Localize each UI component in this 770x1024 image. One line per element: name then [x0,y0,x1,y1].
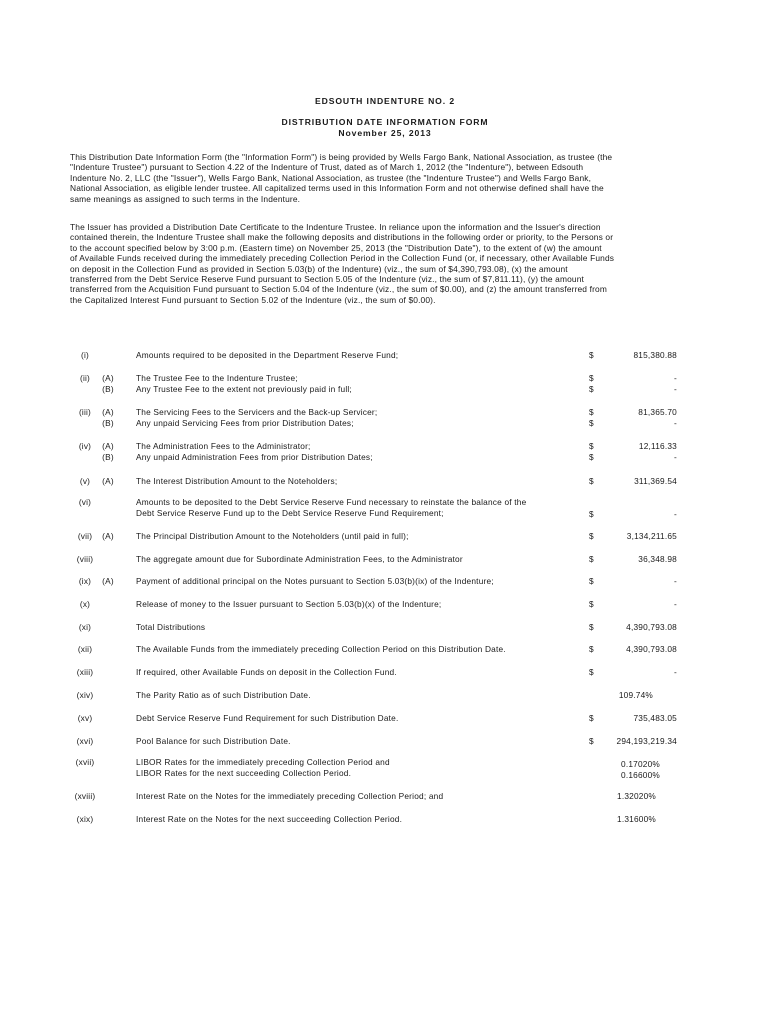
dollar-sign: $ [589,373,594,383]
row-amounts [600,407,677,430]
intro-line: Indenture No. 2, LLC (the "Issuer"), Wells Fargo Bank, National Association, as trustee (the "Indenture Trustee") and Wells Fargo Bank, [70,172,592,183]
row-number: (ii) [79,373,90,383]
description-line: LIBOR Rates for the next succeeding Collection Period. [136,768,352,779]
dollar-sign: $ [589,350,594,360]
row-amount: 815,380.88 [633,350,677,360]
form-date: November 25, 2013 [338,128,432,138]
row-description: The Interest Distribution Amount to the Noteholders; [136,476,338,486]
row-number: (viii) [76,554,94,564]
row-amounts [600,373,677,396]
dollar-sign: $ [589,622,594,632]
row-amount: 4,390,793.08 [626,622,677,632]
form-title: DISTRIBUTION DATE INFORMATION FORM [281,117,489,127]
row-description [136,441,373,464]
row-amount: - [674,384,677,395]
dollar-sign: $ [589,576,594,586]
row-description: Interest Rate on the Notes for the immediately preceding Collection Period; and [136,791,444,801]
row-subitems [98,373,118,396]
dollar-sign: $ [589,418,594,429]
direction-paragraph [70,222,686,305]
row-description: Payment of additional principal on the Notes pursuant to Section 5.03(b)(ix) of the Indenture; [136,576,494,586]
direction-line: on deposit in the Collection Fund as provided in Section 5.03(b) of the Indenture) (viz., the sum of $4,390,793.08), (x) the amount [70,263,568,274]
row-number: (xviii) [74,791,96,801]
row-number: (xi) [78,622,92,632]
dollar-sign: $ [589,384,594,395]
intro-line: National Association, as eligible lender trustee. All capitalized terms used in this Information Form and not otherwise defined shall have the [70,183,604,194]
description-line: LIBOR Rates for the immediately preceding Collection Period and [136,757,390,767]
row-number: (xvi) [76,736,94,746]
direction-line: transferred from the Debt Service Reserve Fund pursuant to Section 5.05 of the Indenture (viz., the sum of $7,811.11), (y) the amount [70,274,585,285]
description-line: Any unpaid Administration Fees from prior Distribution Dates; [136,452,373,463]
description-line: The Servicing Fees to the Servicers and the Back-up Servicer; [136,407,378,417]
row-subitem: (B) [102,418,114,429]
dollar-sign: $ [589,476,594,486]
intro-line: same meanings as assigned to such terms in the Indenture. [70,193,301,204]
row-number: (xv) [77,713,93,723]
row-number: (v) [79,476,91,486]
document-title: EDSOUTH INDENTURE NO. 2 [314,96,456,106]
row-number: (ix) [78,576,92,586]
row-amount: 735,483.05 [633,713,677,723]
dollar-sign: $ [589,713,594,723]
row-subitem: (A) [102,476,114,486]
row-amount: - [674,418,677,429]
row-number: (xiii) [76,667,94,677]
description-line: Debt Service Reserve Fund up to the Debt Service Reserve Fund Requirement; [136,508,444,519]
dollar-sign: $ [589,531,594,541]
row-amount: - [674,373,677,383]
description-line: Any unpaid Servicing Fees from prior Distribution Dates; [136,418,354,429]
row-description: Amounts required to be deposited in the Department Reserve Fund; [136,350,399,360]
row-subitem: (A) [102,373,114,383]
description-line: The Administration Fees to the Administrator; [136,441,311,451]
dollar-sign: $ [589,554,594,564]
row-subitem: (A) [102,407,114,417]
row-description: Total Distributions [136,622,206,632]
direction-line: to the account specified below by 3:00 p.m. (Eastern time) on November 25, 2013 (the "Distribution Date"), to the extent of (w) the amount [70,242,602,253]
row-number: (iv) [78,441,92,451]
row-number: (i) [81,350,89,360]
libor-rate-value: 0.16600% [621,770,660,781]
row-description: Release of money to the Issuer pursuant to Section 5.03(b)(x) of the Indenture; [136,599,442,609]
intro-line: This Distribution Date Information Form (the "Information Form") is being provided by Wells Fargo Bank, National Association, as trustee (the [70,152,613,162]
row-amount: - [674,576,677,586]
row-number: (x) [79,599,91,609]
row-description [136,373,352,396]
dollar-sign: $ [589,736,594,746]
direction-line: transferred from the Acquisition Fund pursuant to Section 5.04 of the Indenture (viz., the sum of $0.00), and (z) the amount transferred from [70,284,607,295]
row-subitem: (A) [102,531,114,541]
row-amount: - [674,509,677,519]
row-amount: - [674,452,677,463]
row-description: Debt Service Reserve Fund Requirement for such Distribution Date. [136,713,399,723]
libor-rates [600,759,660,782]
dollar-sign: $ [589,452,594,463]
row-amount: - [674,667,677,677]
description-line: Any Trustee Fee to the extent not previously paid in full; [136,384,352,395]
row-number: (iii) [78,407,92,417]
dollar-sign: $ [589,644,594,654]
row-subitem: (A) [102,576,114,586]
dollar-sign: $ [589,667,594,677]
row-amount: 12,116.33 [638,441,677,451]
row-subitem: (B) [102,384,114,395]
row-amount: 3,134,211.65 [626,531,677,541]
row-number: (xix) [76,814,94,824]
row-description [136,497,526,520]
direction-line: the Capitalized Interest Fund pursuant to Section 5.02 of the Indenture (viz., the sum of $0.00). [70,294,436,305]
row-description: If required, other Available Funds on deposit in the Collection Fund. [136,667,397,677]
row-amounts [600,441,677,464]
row-amount: 4,390,793.08 [626,644,677,654]
row-subitem: (A) [102,441,114,451]
row-description: Interest Rate on the Notes for the next succeeding Collection Period. [136,814,403,824]
row-description [136,757,390,780]
interest-rate-value: 1.31600% [617,814,656,824]
row-number: (xvii) [75,757,95,767]
direction-line: of Available Funds received during the immediately preceding Collection Period in the Collection Fund (or, if necessary, other Available Funds [70,253,615,264]
libor-rate-value: 0.17020% [621,759,660,769]
row-number: (xii) [77,644,93,654]
description-line: The Trustee Fee to the Indenture Trustee; [136,373,298,383]
parity-ratio-value: 109.74% [618,690,653,700]
row-description: The Parity Ratio as of such Distribution Date. [136,690,311,700]
row-subitems [98,407,118,430]
row-number: (xiv) [76,690,94,700]
row-subitems [98,441,118,464]
row-amount: 36,348.98 [638,554,677,564]
intro-line: "Indenture Trustee") pursuant to Section 4.22 of the Indenture of Trust, dated as of March 1, 2012 (the "Indenture"), between Edsouth [70,162,584,173]
row-description: The Principal Distribution Amount to the Noteholders (until paid in full); [136,531,409,541]
dollar-sign: $ [589,441,594,451]
direction-line: contained therein, the Indenture Trustee shall make the following deposits and distributions in the following order or priority, to the Persons or [70,232,614,243]
row-description: The aggregate amount due for Subordinate Administration Fees, to the Administrator [136,554,463,564]
row-amount: 311,369.54 [634,476,677,486]
dollar-sign: $ [589,407,594,417]
row-number: (vi) [78,497,92,507]
dollar-sign: $ [589,599,594,609]
row-number: (vii) [77,531,93,541]
interest-rate-value: 1.32020% [617,791,656,801]
intro-paragraph [70,152,686,204]
direction-line: The Issuer has provided a Distribution Date Certificate to the Indenture Trustee. In reliance upon the information and the Issuer's direction [70,222,601,232]
row-subitem: (B) [102,452,114,463]
row-description: The Available Funds from the immediately preceding Collection Period on this Distribution Date. [136,644,506,654]
row-description: Pool Balance for such Distribution Date. [136,736,291,746]
dollar-sign: $ [589,509,594,519]
description-line: Amounts to be deposited to the Debt Service Reserve Fund necessary to reinstate the balance of the [136,497,527,507]
row-amount: 294,193,219.34 [616,736,677,746]
row-amount: - [674,599,677,609]
row-description [136,407,377,430]
row-amount: 81,365.70 [638,407,677,417]
